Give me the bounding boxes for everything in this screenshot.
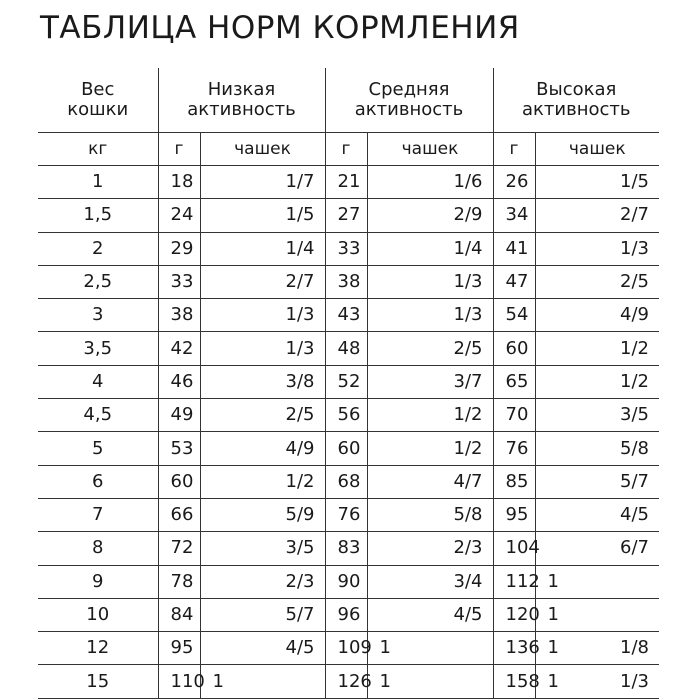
cell-cups-low: [200, 265, 325, 298]
table-row: [38, 199, 659, 232]
cell-weight-kg: 15: [38, 665, 158, 698]
cell-grams-mid: 96: [325, 598, 367, 631]
cell-weight-kg: 3: [38, 299, 158, 332]
cell-cups-low: [200, 465, 325, 498]
cell-cups-high: [535, 199, 659, 232]
cups-fraction-high: 1/3: [620, 670, 649, 692]
header-weight: [38, 68, 158, 133]
cell-grams-high: 60: [493, 332, 535, 365]
cell-cups-low: [200, 299, 325, 332]
cell-grams-mid: 126: [325, 665, 367, 698]
cell-grams-mid: 21: [325, 166, 367, 199]
cups-whole-high: 1: [547, 604, 559, 625]
cups-fraction-mid: 1/6: [453, 171, 483, 193]
unit-cups-low: чашек: [200, 133, 325, 166]
cell-grams-mid: 43: [325, 299, 367, 332]
cell-cups-low: [200, 232, 325, 265]
cell-grams-low: 38: [158, 299, 200, 332]
cell-grams-high: 41: [493, 232, 535, 265]
table-row: [38, 332, 659, 365]
table-row: [38, 598, 659, 631]
cell-grams-mid: 48: [325, 332, 367, 365]
cups-fraction-high: 5/8: [620, 437, 649, 459]
cups-fraction-low: 5/7: [285, 604, 315, 625]
cups-fraction-low: 5/9: [285, 504, 315, 526]
table-row: [38, 432, 659, 465]
cups-whole-mid: 1: [379, 670, 391, 692]
cups-fraction-low: 1/7: [285, 171, 315, 193]
cell-grams-low: 60: [158, 465, 200, 498]
cell-weight-kg: 1: [38, 166, 158, 199]
cups-fraction-mid: 3/7: [453, 370, 483, 392]
unit-g-mid: г: [325, 133, 367, 166]
cell-grams-high: 65: [493, 365, 535, 398]
cell-grams-low: 33: [158, 265, 200, 298]
cups-fraction-mid: 5/8: [453, 504, 483, 526]
unit-g-high: г: [493, 133, 535, 166]
unit-g-low: г: [158, 133, 200, 166]
cell-grams-high: 76: [493, 432, 535, 465]
cell-grams-mid: 52: [325, 365, 367, 398]
cell-cups-low: [200, 399, 325, 432]
cell-cups-mid: [367, 265, 493, 298]
cups-fraction-high: 4/9: [620, 304, 649, 326]
header-high-line1: Высокая: [536, 79, 617, 100]
cups-fraction-low: 1/2: [285, 470, 315, 492]
header-low-line1: Низкая: [207, 79, 276, 100]
cell-cups-mid: [367, 498, 493, 531]
cell-weight-kg: 12: [38, 632, 158, 665]
cell-cups-low: [200, 498, 325, 531]
header-mid-activity: [325, 68, 493, 133]
cell-grams-low: 53: [158, 432, 200, 465]
cell-grams-high: 54: [493, 299, 535, 332]
cell-weight-kg: 9: [38, 565, 158, 598]
cell-grams-low: 66: [158, 498, 200, 531]
cups-fraction-high: 3/5: [620, 404, 649, 426]
cups-whole-high: 1: [547, 670, 559, 692]
cell-grams-mid: 90: [325, 565, 367, 598]
cell-grams-mid: 76: [325, 498, 367, 531]
cell-cups-mid: [367, 365, 493, 398]
table-row: [38, 565, 659, 598]
cell-cups-mid: [367, 632, 493, 665]
cups-whole-low: 1: [212, 670, 224, 692]
cell-cups-low: [200, 332, 325, 365]
cell-cups-low: [200, 665, 325, 698]
cell-cups-high: [535, 498, 659, 531]
cell-grams-low: 49: [158, 399, 200, 432]
cell-cups-mid: [367, 432, 493, 465]
cell-grams-high: 112: [493, 565, 535, 598]
cell-grams-high: 158: [493, 665, 535, 698]
cups-fraction-high: 1/2: [620, 370, 649, 392]
cell-cups-mid: [367, 166, 493, 199]
cell-grams-high: 34: [493, 199, 535, 232]
cell-grams-mid: 83: [325, 532, 367, 565]
cell-weight-kg: 5: [38, 432, 158, 465]
cell-cups-mid: [367, 199, 493, 232]
cell-grams-low: 42: [158, 332, 200, 365]
cell-grams-high: 26: [493, 166, 535, 199]
cups-whole-high: 1: [547, 570, 559, 592]
cups-whole-high: 1: [547, 637, 559, 659]
cell-cups-high: [535, 465, 659, 498]
cell-weight-kg: 1,5: [38, 199, 158, 232]
cell-cups-mid: [367, 299, 493, 332]
unit-kg: кг: [38, 133, 158, 166]
header-weight-line1: Вес: [81, 79, 115, 100]
cell-grams-high: 47: [493, 265, 535, 298]
cell-cups-high: [535, 565, 659, 598]
cell-cups-low: [200, 365, 325, 398]
cell-cups-high: [535, 632, 659, 665]
feeding-table: [38, 68, 659, 699]
header-mid-line2: активность: [354, 99, 464, 120]
cups-fraction-mid: 2/9: [453, 204, 483, 226]
cell-grams-low: 78: [158, 565, 200, 598]
cups-fraction-high: 2/7: [620, 204, 649, 226]
cell-grams-mid: 68: [325, 465, 367, 498]
cell-weight-kg: 2: [38, 232, 158, 265]
cell-grams-low: 72: [158, 532, 200, 565]
cups-fraction-low: 2/5: [285, 404, 315, 426]
cell-grams-low: 29: [158, 232, 200, 265]
cell-weight-kg: 4,5: [38, 399, 158, 432]
cups-fraction-high: 1/2: [620, 337, 649, 359]
cell-cups-mid: [367, 665, 493, 698]
cell-cups-mid: [367, 332, 493, 365]
table-row: [38, 498, 659, 531]
cell-grams-high: 95: [493, 498, 535, 531]
cell-grams-low: 46: [158, 365, 200, 398]
cell-cups-low: [200, 199, 325, 232]
cups-fraction-high: 2/5: [620, 271, 649, 293]
cups-fraction-low: 4/9: [285, 437, 315, 459]
cell-grams-high: 104: [493, 532, 535, 565]
header-row: [38, 68, 659, 133]
cups-fraction-high: 6/7: [620, 537, 649, 559]
page-title: ТАБЛИЦА НОРМ КОРМЛЕНИЯ: [40, 10, 520, 46]
cell-weight-kg: 8: [38, 532, 158, 565]
cell-weight-kg: 3,5: [38, 332, 158, 365]
cell-cups-high: [535, 665, 659, 698]
cups-fraction-low: 4/5: [285, 637, 315, 659]
unit-cups-mid: чашек: [367, 133, 493, 166]
cups-fraction-low: 1/3: [285, 304, 315, 326]
cell-weight-kg: 4: [38, 365, 158, 398]
cell-grams-low: 95: [158, 632, 200, 665]
cups-fraction-mid: 2/3: [453, 537, 483, 559]
cups-fraction-mid: 1/2: [453, 404, 483, 426]
table-row: [38, 299, 659, 332]
cups-fraction-high: 1/3: [620, 237, 649, 259]
cell-cups-low: [200, 565, 325, 598]
cell-cups-high: [535, 232, 659, 265]
cell-grams-low: 18: [158, 166, 200, 199]
table-row: [38, 232, 659, 265]
unit-cups-high: чашек: [535, 133, 659, 166]
cell-cups-high: [535, 399, 659, 432]
cell-cups-low: [200, 166, 325, 199]
cups-fraction-low: 3/8: [285, 370, 315, 392]
cups-fraction-high: 5/7: [620, 470, 649, 492]
table-row: [38, 265, 659, 298]
cups-fraction-low: 2/7: [285, 271, 315, 293]
cell-grams-mid: 27: [325, 199, 367, 232]
header-mid-line1: Средняя: [368, 79, 450, 100]
cell-cups-high: [535, 532, 659, 565]
cups-fraction-mid: 1/3: [453, 304, 483, 326]
cups-fraction-mid: 4/5: [453, 604, 483, 625]
cell-cups-mid: [367, 399, 493, 432]
cell-cups-mid: [367, 465, 493, 498]
header-high-activity: [493, 68, 659, 133]
cell-grams-high: 85: [493, 465, 535, 498]
cups-fraction-mid: 1/4: [453, 237, 483, 259]
cell-cups-high: [535, 166, 659, 199]
cups-fraction-low: 1/4: [285, 237, 315, 259]
cell-cups-low: [200, 632, 325, 665]
cell-grams-mid: 38: [325, 265, 367, 298]
cell-cups-high: [535, 598, 659, 631]
table-row: [38, 365, 659, 398]
cell-cups-low: [200, 532, 325, 565]
cups-fraction-low: 1/3: [285, 337, 315, 359]
cell-cups-high: [535, 332, 659, 365]
cell-grams-mid: 60: [325, 432, 367, 465]
header-high-line2: активность: [522, 99, 631, 120]
cell-weight-kg: 6: [38, 465, 158, 498]
table-row: [38, 665, 659, 698]
table-row: [38, 465, 659, 498]
cell-cups-high: [535, 365, 659, 398]
cell-cups-mid: [367, 598, 493, 631]
cell-weight-kg: 10: [38, 598, 158, 631]
table-row: [38, 632, 659, 665]
cell-grams-mid: 33: [325, 232, 367, 265]
cell-cups-high: [535, 432, 659, 465]
cell-grams-mid: 109: [325, 632, 367, 665]
cups-whole-mid: 1: [379, 637, 391, 659]
cups-fraction-high: 1/5: [620, 171, 649, 193]
cell-grams-high: 120: [493, 598, 535, 631]
cell-cups-low: [200, 432, 325, 465]
cell-grams-low: 110: [158, 665, 200, 698]
cell-cups-mid: [367, 532, 493, 565]
table-row: [38, 399, 659, 432]
cell-grams-high: 136: [493, 632, 535, 665]
cell-cups-mid: [367, 232, 493, 265]
cups-fraction-low: 3/5: [285, 537, 315, 559]
cups-fraction-mid: 1/2: [453, 437, 483, 459]
cups-fraction-low: 2/3: [285, 570, 315, 592]
cell-weight-kg: 7: [38, 498, 158, 531]
units-row: [38, 133, 659, 166]
cups-fraction-high: 4/5: [620, 504, 649, 526]
table-row: [38, 166, 659, 199]
cups-fraction-high: 1/8: [620, 637, 649, 659]
header-low-activity: [158, 68, 325, 133]
cell-grams-mid: 56: [325, 399, 367, 432]
table-row: [38, 532, 659, 565]
cups-fraction-mid: 2/5: [453, 337, 483, 359]
cell-grams-low: 84: [158, 598, 200, 631]
cups-fraction-mid: 1/3: [453, 271, 483, 293]
header-weight-line2: кошки: [67, 99, 129, 120]
cell-cups-low: [200, 598, 325, 631]
cell-cups-mid: [367, 565, 493, 598]
cell-grams-high: 70: [493, 399, 535, 432]
cell-cups-high: [535, 299, 659, 332]
cell-cups-high: [535, 265, 659, 298]
cups-fraction-mid: 3/4: [453, 570, 483, 592]
cups-fraction-low: 1/5: [285, 204, 315, 226]
header-low-line2: активность: [187, 99, 296, 120]
cell-grams-low: 24: [158, 199, 200, 232]
cell-weight-kg: 2,5: [38, 265, 158, 298]
cups-fraction-mid: 4/7: [453, 470, 483, 492]
